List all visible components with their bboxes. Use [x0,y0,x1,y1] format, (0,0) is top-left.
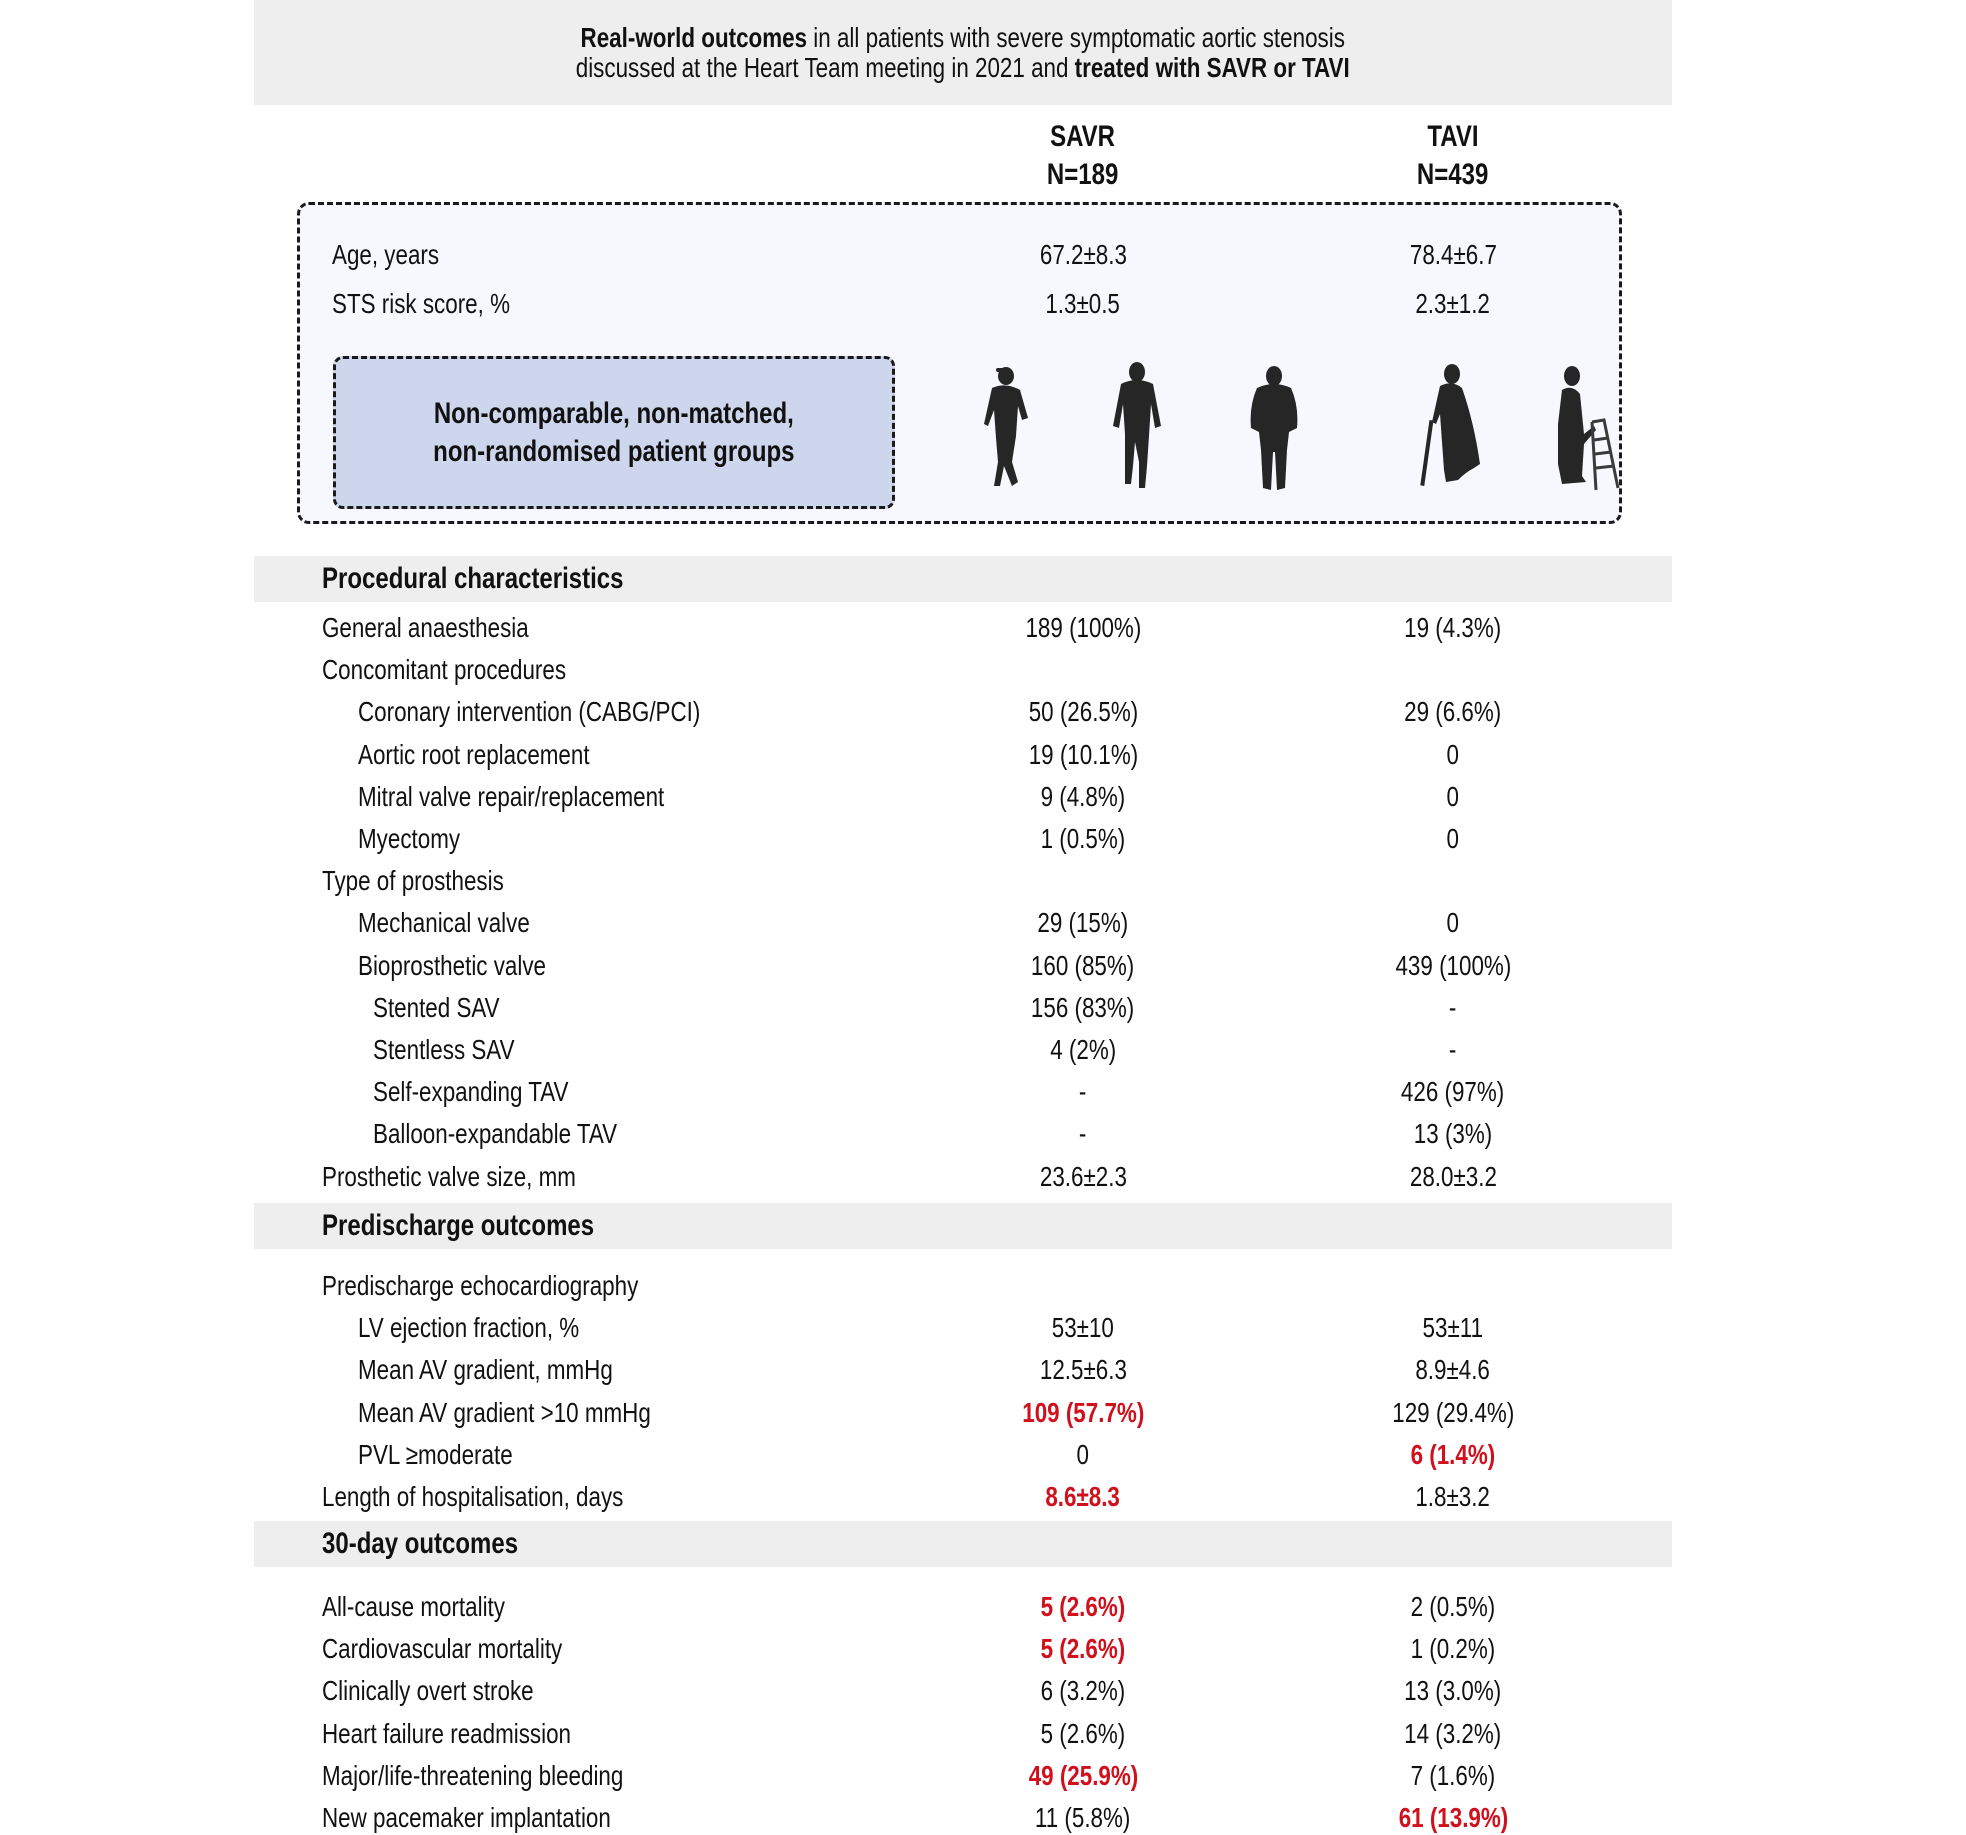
value-tavi-age: 78.4±6.7 [1409,239,1497,270]
value-tavi: 29 (6.6%) [1404,696,1502,727]
value-savr: 5 (2.6%) [1040,1591,1126,1622]
value-tavi-sts: 2.3±1.2 [1415,288,1491,319]
row-label: Predischarge echocardiography [322,1270,639,1301]
col-n-tavi: N=439 [1417,158,1489,191]
value-tavi: - [1449,992,1457,1023]
row-label: PVL ≥moderate [358,1439,513,1470]
row-label: General anaesthesia [322,612,529,643]
person-standing-icon [1243,366,1305,494]
value-savr: 109 (57.7%) [1021,1397,1145,1428]
value-savr: 1 (0.5%) [1040,823,1126,854]
value-tavi: 0 [1446,907,1460,938]
row-label: Mean AV gradient, mmHg [358,1354,613,1385]
row-label: Aortic root replacement [358,739,590,770]
value-savr: 49 (25.9%) [1028,1760,1138,1791]
value-tavi: 28.0±3.2 [1409,1161,1497,1192]
row-label: Mechanical valve [358,907,530,938]
value-savr: 19 (10.1%) [1028,739,1138,770]
title-line1-rest: in all patients with severe symptomatic aortic stenosis [807,22,1346,53]
title-line2-bold: treated with SAVR or TAVI [1074,52,1350,83]
row-label: Myectomy [358,823,461,854]
person-walking-icon [1105,362,1169,494]
value-savr: 50 (26.5%) [1028,696,1138,727]
value-savr: 12.5±6.3 [1039,1354,1127,1385]
row-label: Mean AV gradient >10 mmHg [358,1397,651,1428]
elderly-person-cane-icon [1414,362,1494,494]
value-savr: 53±10 [1051,1312,1115,1343]
row-label: Clinically overt stroke [322,1675,534,1706]
title-line2-rest: discussed at the Heart Team meeting in 2021 and [576,52,1075,83]
value-tavi: 6 (1.4%) [1410,1439,1496,1470]
row-label: Type of prosthesis [322,865,504,896]
title-line1-bold: Real-world outcomes [580,22,808,53]
value-savr: 5 (2.6%) [1040,1633,1126,1664]
value-savr: 189 (100%) [1025,612,1141,643]
value-tavi: 13 (3%) [1413,1118,1493,1149]
row-label: Major/life-threatening bleeding [322,1760,624,1791]
value-tavi: 426 (97%) [1401,1076,1505,1107]
value-savr: 9 (4.8%) [1040,781,1126,812]
value-tavi: 0 [1446,739,1460,770]
value-tavi: 13 (3.0%) [1404,1675,1502,1706]
value-tavi: 1.8±3.2 [1415,1481,1491,1512]
note-line-2: non-randomised patient groups [433,434,795,468]
section-heading-procedural: Procedural characteristics [322,562,624,595]
row-label: All-cause mortality [322,1591,505,1622]
value-tavi: 14 (3.2%) [1404,1718,1502,1749]
row-label: Self-expanding TAV [373,1076,569,1107]
value-savr: - [1079,1076,1087,1107]
value-savr: 23.6±2.3 [1039,1161,1127,1192]
row-label: New pacemaker implantation [322,1802,611,1833]
row-label: Bioprosthetic valve [358,950,547,981]
value-tavi: 439 (100%) [1395,950,1511,981]
value-savr: 5 (2.6%) [1040,1718,1126,1749]
value-tavi: 53±11 [1422,1312,1484,1343]
value-savr: 8.6±8.3 [1045,1481,1121,1512]
row-label: Stented SAV [373,992,500,1023]
row-label-sts: STS risk score, % [332,288,510,319]
row-label: Prosthetic valve size, mm [322,1161,576,1192]
value-tavi: - [1449,1034,1457,1065]
section-heading-predischarge: Predischarge outcomes [322,1209,595,1242]
value-savr: 6 (3.2%) [1040,1675,1126,1706]
person-walking-cap-icon [978,366,1038,494]
row-label: Cardiovascular mortality [322,1633,563,1664]
section-heading-30day: 30-day outcomes [322,1527,519,1560]
value-savr-sts: 1.3±0.5 [1045,288,1121,319]
value-savr: - [1079,1118,1087,1149]
value-tavi: 7 (1.6%) [1410,1760,1496,1791]
title-line-1 [254,23,1672,53]
value-savr: 11 (5.8%) [1035,1802,1131,1833]
row-label: Balloon-expandable TAV [373,1118,618,1149]
value-tavi: 19 (4.3%) [1404,612,1502,643]
value-savr: 4 (2%) [1050,1034,1116,1065]
value-tavi: 2 (0.5%) [1410,1591,1496,1622]
note-line-1: Non-comparable, non-matched, [433,396,795,430]
value-tavi: 61 (13.9%) [1398,1802,1508,1833]
value-savr: 160 (85%) [1031,950,1135,981]
col-n-savr: N=189 [1047,158,1119,191]
row-label: Heart failure readmission [322,1718,571,1749]
row-label: LV ejection fraction, % [358,1312,580,1343]
row-label: Concomitant procedures [322,654,567,685]
value-savr: 29 (15%) [1037,907,1129,938]
row-label: Length of hospitalisation, days [322,1481,624,1512]
value-tavi: 1 (0.2%) [1410,1633,1496,1664]
col-header-savr: SAVR [1050,120,1116,153]
non-comparable-note [333,356,895,509]
row-label: Mitral valve repair/replacement [358,781,665,812]
row-label-age: Age, years [332,239,440,270]
value-tavi: 0 [1446,823,1460,854]
value-savr: 0 [1076,1439,1090,1470]
col-header-tavi: TAVI [1427,120,1479,153]
title-line-2 [254,53,1672,83]
value-tavi: 0 [1446,781,1460,812]
value-savr-age: 67.2±8.3 [1039,239,1127,270]
value-tavi: 8.9±4.6 [1415,1354,1491,1385]
row-label: Coronary intervention (CABG/PCI) [358,696,701,727]
value-tavi: 129 (29.4%) [1391,1397,1515,1428]
elderly-person-walker-icon [1546,364,1624,494]
value-savr: 156 (83%) [1031,992,1135,1023]
row-label: Stentless SAV [373,1034,515,1065]
